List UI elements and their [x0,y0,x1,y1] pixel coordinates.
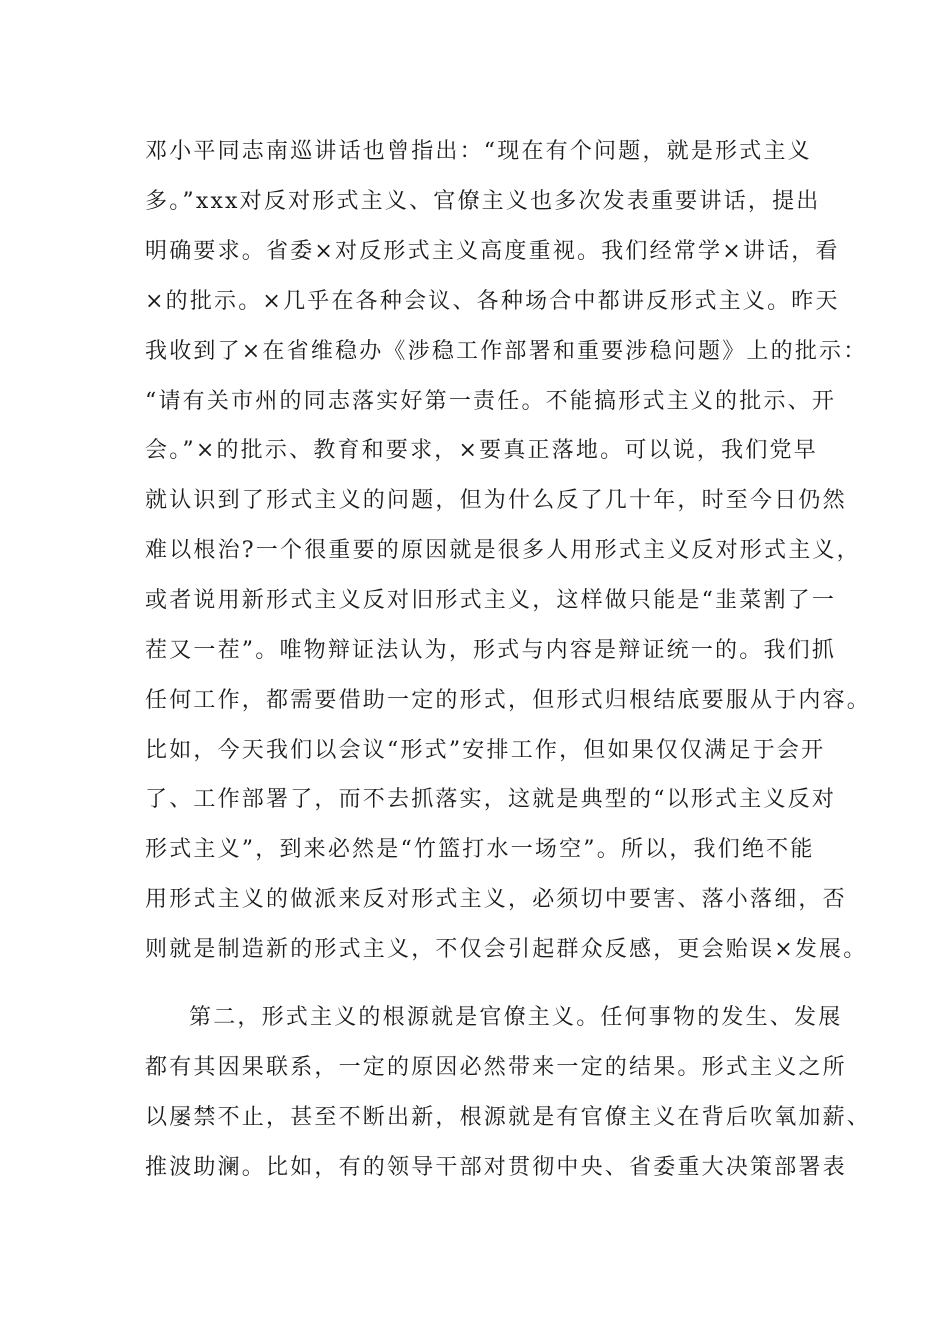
text-line: 以屡禁不止，甚至不断出新，根源就是有官僚主义在背后吹氧加薪、 [145,1105,872,1130]
text-line: 都有其因果联系，一定的原因必然带来一定的结果。形式主义之所 [145,1055,847,1080]
text-line: 我收到了×在省维稳办《涉稳工作部署和重要涉稳问题》上的批示： [145,339,868,364]
text-line: 用形式主义的做派来反对形式主义，必须切中要害、落小落细，否 [145,887,847,912]
text-line: 或者说用新形式主义反对旧形式主义，这样做只能是“韭菜割了一 [145,588,837,613]
text-line: 难以根治?一个很重要的原因就是很多人用形式主义反对形式主义， [145,538,861,563]
text-line: ×的批示。×几乎在各种会议、各种场合中都讲反形式主义。昨天 [145,289,840,314]
text-line: 明确要求。省委×对反形式主义高度重视。我们经常学×讲话，看 [145,239,840,264]
text-line: 比如，今天我们以会议“形式”安排工作，但如果仅仅满足于会开 [145,738,826,763]
text-line: 形式主义”，到来必然是“竹篮打水一场空”。所以，我们绝不能 [145,837,815,862]
text-line: 多。”xxx对反对形式主义、官僚主义也多次发表重要讲话，提出 [145,189,821,214]
paragraph-first-line: 第二，形式主义的根源就是官僚主义。任何事物的发生、发展 [189,1005,843,1030]
text-line: 会。”×的批示、教育和要求，×要真正落地。可以说，我们党早 [145,438,818,463]
text-line: 任何工作，都需要借助一定的形式，但形式归根结底要服从于内容。 [145,688,872,713]
text-line: 就认识到了形式主义的问题，但为什么反了几十年，时至今日仍然 [145,488,847,513]
text-line: “请有关市州的同志落实好第一责任。不能搞形式主义的批示、开 [145,389,837,414]
text-line: 了、工作部署了，而不去抓落实，这就是典型的“以形式主义反对 [145,787,837,812]
text-line: 邓小平同志南巡讲话也曾指出：“现在有个问题，就是形式主义 [145,139,812,164]
text-line: 则就是制造新的形式主义，不仅会引起群众反感，更会贻误×发展。 [145,937,868,962]
text-line: 推波助澜。比如，有的领导干部对贯彻中央、省委重大决策部署表 [145,1155,847,1180]
text-line: 茬又一茬”。唯物辩证法认为，形式与内容是辩证统一的。我们抓 [145,638,837,663]
